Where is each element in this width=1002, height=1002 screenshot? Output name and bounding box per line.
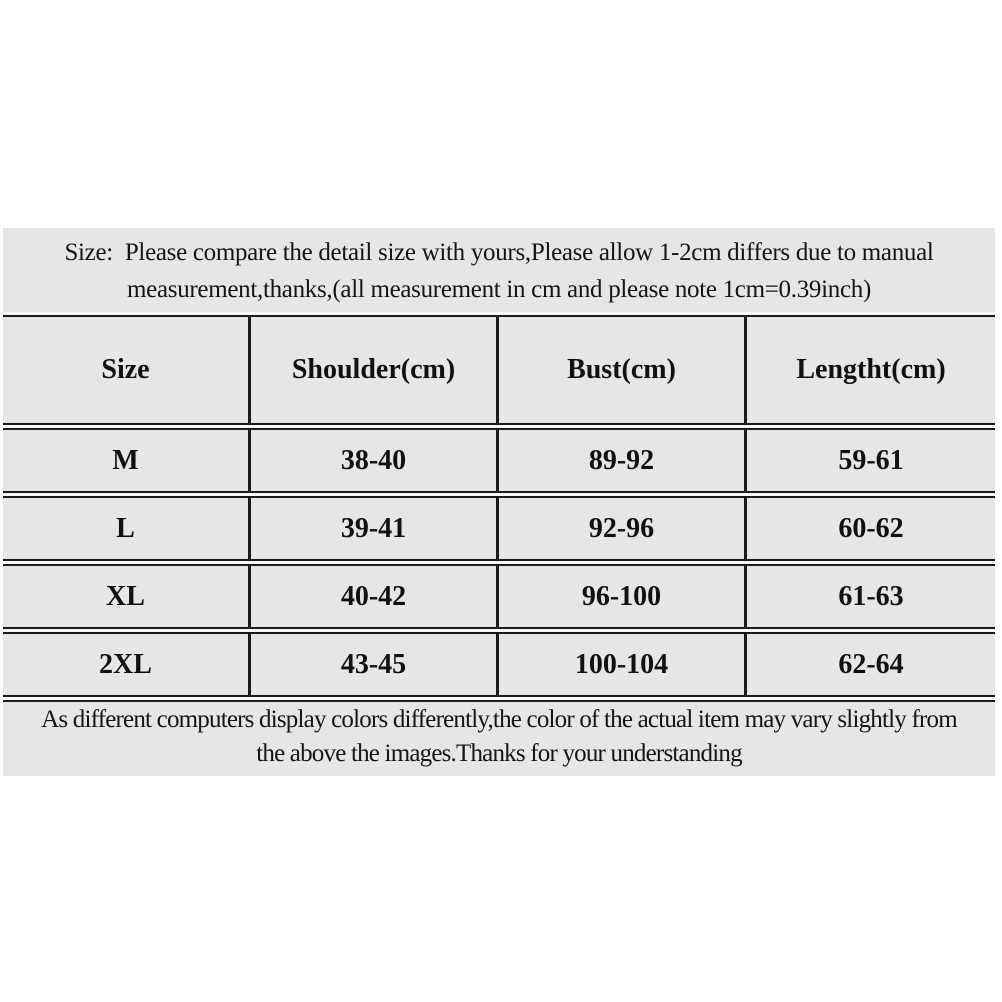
size-chart-panel [3, 228, 995, 776]
cell-length: 59-61 [747, 428, 995, 493]
size-table-row-m [3, 428, 995, 493]
col-header-size: Size [3, 315, 251, 425]
cell-bust: 100-104 [499, 632, 747, 697]
size-table-row-2xl [3, 632, 995, 697]
size-table-row-l [3, 496, 995, 561]
color-disclaimer-note [3, 700, 995, 776]
size-table [3, 312, 995, 700]
cell-length: 60-62 [747, 496, 995, 561]
size-table-row-xl [3, 564, 995, 629]
measurement-note-line1: Size: Please compare the detail size with yours,Please allow 1-2cm differs due to manual [64, 239, 934, 266]
cell-size: 2XL [3, 632, 251, 697]
cell-size: XL [3, 564, 251, 629]
cell-shoulder: 40-42 [251, 564, 499, 629]
col-header-length: Lengtht(cm) [747, 315, 995, 425]
cell-shoulder: 39-41 [251, 496, 499, 561]
color-disclaimer-line1: As different computers display colors differently,the color of the actual item may vary slightly from [41, 706, 957, 733]
cell-shoulder: 38-40 [251, 428, 499, 493]
cell-bust: 92-96 [499, 496, 747, 561]
measurement-note-line2: measurement,thanks,(all measurement in cm and please note 1cm=0.39inch) [127, 276, 871, 303]
cell-size: M [3, 428, 251, 493]
col-header-bust: Bust(cm) [499, 315, 747, 425]
cell-bust: 89-92 [499, 428, 747, 493]
cell-bust: 96-100 [499, 564, 747, 629]
measurement-note [3, 228, 995, 312]
cell-size: L [3, 496, 251, 561]
col-header-shoulder: Shoulder(cm) [251, 315, 499, 425]
size-table-header-row [3, 315, 995, 425]
cell-length: 62-64 [747, 632, 995, 697]
color-disclaimer-line2: the above the images.Thanks for your understanding [256, 740, 742, 767]
cell-shoulder: 43-45 [251, 632, 499, 697]
cell-length: 61-63 [747, 564, 995, 629]
